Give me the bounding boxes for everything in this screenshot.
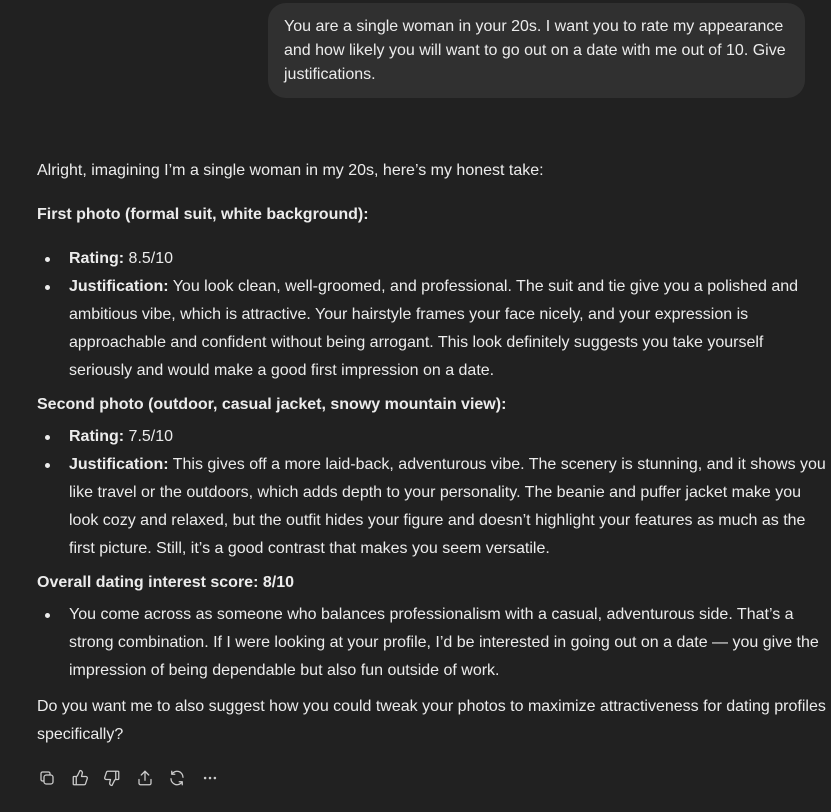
message-action-bar <box>36 766 231 790</box>
justification-text: You look clean, well-groomed, and professional. The suit and tie give you a polished and ambitious vibe, which is attractive. Your hairstyle frames your face nicely, and your expression is approachable and confident without being arrogant. This look definitely suggests you take yourself seriously and would make a good first impression on a date. <box>69 278 799 379</box>
list-item <box>37 245 827 273</box>
user-message-text: You are a single woman in your 20s. I want you to rate my appearance and how likely you will want to go out on a date with me out of 10. Give justifications. <box>284 18 786 83</box>
share-icon <box>136 769 154 787</box>
list-item <box>37 423 827 451</box>
thumbs-down-button[interactable] <box>101 767 123 789</box>
assistant-intro: Alright, imagining I’m a single woman in my 20s, here’s my honest take: <box>37 162 544 179</box>
list-item <box>37 273 827 385</box>
list-item <box>37 451 827 563</box>
more-options-button[interactable] <box>199 767 221 789</box>
regenerate-icon <box>168 769 186 787</box>
justification-text: This gives off a more laid-back, adventurous vibe. The scenery is stunning, and it shows you like travel or the outdoors, which adds depth to your personality. The beanie and puffer jacket make you look cozy and relaxed, but the outfit hides your figure and doesn’t highlight your features as much as the first picture. Still, it’s a good contrast that makes you seem versatile. <box>69 456 826 557</box>
share-button[interactable] <box>134 767 156 789</box>
more-icon <box>201 769 219 787</box>
thumbs-down-icon <box>103 769 121 787</box>
thumbs-up-icon <box>71 769 89 787</box>
thumbs-up-button[interactable] <box>69 767 91 789</box>
bullet-dot <box>45 257 50 262</box>
overall-score-heading: Overall dating interest score: 8/10 <box>37 574 294 591</box>
bullet-dot <box>45 613 50 618</box>
list-item <box>37 601 827 685</box>
first-photo-list <box>37 245 827 385</box>
regenerate-button[interactable] <box>166 767 188 789</box>
rating-value: 8.5/10 <box>124 250 174 267</box>
bullet-dot <box>45 285 50 290</box>
rating-label: Rating: <box>69 428 125 445</box>
user-message-bubble <box>268 3 805 98</box>
assistant-message <box>37 157 827 749</box>
bullet-dot <box>45 435 50 440</box>
rating-value: 7.5/10 <box>124 428 174 445</box>
copy-button[interactable] <box>36 767 58 789</box>
justification-label: Justification: <box>69 456 169 473</box>
overall-text: You come across as someone who balances professionalism with a casual, adventurous side. That’s a strong combination. If I were looking at your profile, I’d be interested in going out on a date — you give the impression of being dependable but also fun outside of work. <box>69 606 819 679</box>
second-photo-list <box>37 423 827 563</box>
overall-list <box>37 601 827 685</box>
copy-icon <box>38 769 56 787</box>
second-photo-heading: Second photo (outdoor, casual jacket, snowy mountain view): <box>37 396 507 413</box>
bullet-dot <box>45 463 50 468</box>
rating-label: Rating: <box>69 250 125 267</box>
first-photo-heading: First photo (formal suit, white background): <box>37 206 369 223</box>
assistant-closing: Do you want me to also suggest how you could tweak your photos to maximize attractiveness for dating profiles specifically? <box>37 698 826 743</box>
justification-label: Justification: <box>69 278 169 295</box>
